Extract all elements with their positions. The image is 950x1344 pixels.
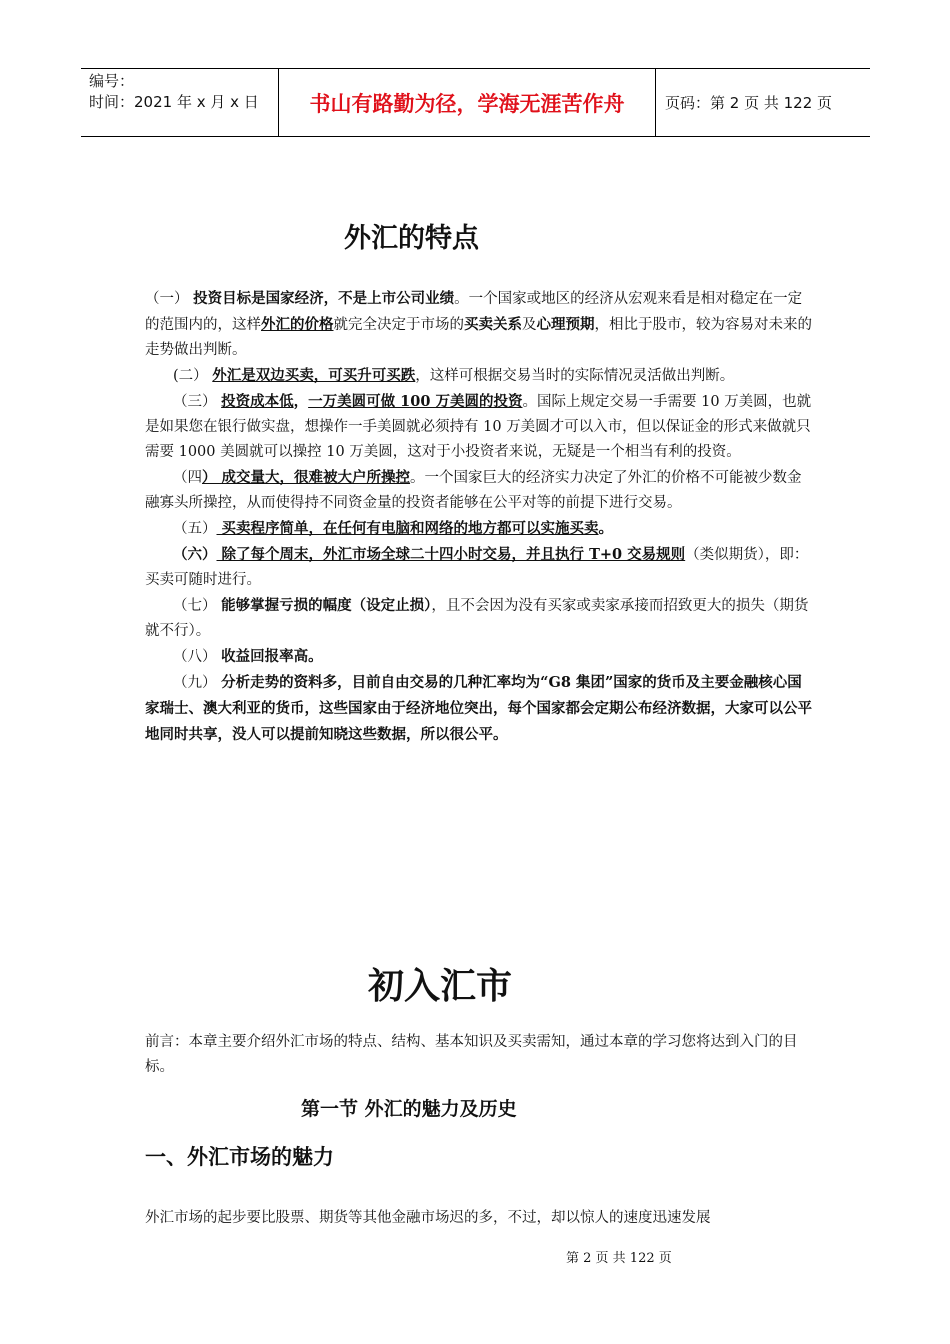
- point-heading: 投资目标是国家经济，不是上市公司业绩: [193, 290, 455, 307]
- point-number: （三）: [173, 394, 217, 410]
- point-number: （五）: [173, 521, 217, 537]
- point-text: ，相比于股市，较为容易对未来的走势做出判断。: [145, 317, 812, 358]
- point-6: [145, 542, 813, 593]
- point-9: [145, 670, 813, 748]
- point-5: [145, 516, 813, 542]
- point-4: [145, 465, 813, 516]
- point-text: 。一个国家巨大的经济实力决定了外汇的价格不可能被少数金融寡头所操控，从而使得持不同资金量的投资者能够在公平对等的前提下进行交易。: [145, 470, 802, 511]
- point-number: （九）: [173, 675, 217, 691]
- number-label: 编号：: [89, 72, 135, 90]
- page-footer: 第 2 页 共 122 页: [566, 1251, 672, 1266]
- point-heading: 买卖程序简单，在任何有电脑和网络的地方都可以实施买卖: [216, 520, 599, 537]
- section-title: 第一节 外汇的魅力及历史: [301, 1098, 517, 1120]
- point-number: （四: [173, 470, 202, 486]
- point-text: 及: [522, 317, 537, 333]
- point-heading: 投资成本低: [221, 393, 294, 410]
- point-number: （八）: [173, 649, 217, 665]
- point-number: (二）: [173, 368, 208, 384]
- doc-title: 外汇的特点: [344, 223, 479, 254]
- point-heading: 外汇是双边买卖，可买升可买跌: [212, 367, 416, 384]
- features-list: [145, 286, 813, 748]
- header-page-info: 页码：第 2 页 共 122 页: [665, 94, 833, 112]
- point-7: [145, 593, 813, 644]
- point-text: 。一个国家或地区的经济从宏观来看是相对稳定在一定的范围内的，这样: [145, 291, 803, 333]
- point-2: [145, 363, 813, 389]
- point-text: ，这样可根据交易当时的实际情况灵活做出判断。: [415, 368, 735, 384]
- point-3: [145, 389, 813, 465]
- point-heading: 分析走势的资料多，目前自由交易的几种汇率均为“G8 集团”国家的货币及主要金融核心国家瑞士、澳大利亚的货币，这些国家由于经济地位突出，每个国家都会定期公布经济数据，大家可以公平地同时共享，没人可以提前知晓这些数据，所以很公平。: [145, 674, 812, 743]
- date-label: 时间：2021 年 x 月 x 日: [89, 93, 259, 111]
- header-meta: [81, 69, 279, 136]
- subsection-title: 一、外汇市场的魅力: [145, 1144, 334, 1169]
- point-emphasis: 外汇的价格: [261, 316, 334, 333]
- preface: 前言：本章主要介绍外汇市场的特点、结构、基本知识及买卖需知，通过本章的学习您将达到入门的目标。: [145, 1034, 798, 1075]
- point-heading: ） 成交量大，很难被大户所操控: [202, 469, 411, 486]
- point-text: 。国际上规定交易一手需要 10 万美圆，也就是如果您在银行做实盘，想操作一手美圆就必须持有 10 万美圆才可以入市，但以保证金的形式来做就只需要 1000 美圆就可以操控 10 万美圆，这对于小投资者来说，无疑是一个相当有利的投资。: [145, 394, 812, 460]
- body-paragraph: 外汇市场的起步要比股票、期货等其他金融市场迟的多，不过，却以惊人的速度迅速发展: [145, 1210, 711, 1226]
- header-motto: 书山有路勤为径，学海无涯苦作舟: [279, 69, 656, 136]
- point-emphasis: 买卖关系: [464, 316, 522, 333]
- point-heading: 一万美圆可做 100 万美圆的投资: [308, 393, 523, 410]
- point-text: ，且不会因为没有买家或卖家承接而招致更大的损失（期货就不行）。: [145, 598, 809, 639]
- point-text: （类似期货），即：买卖可随时进行。: [145, 547, 809, 588]
- point-number: （七）: [173, 598, 217, 614]
- point-1: [145, 286, 813, 363]
- page-header: [81, 68, 870, 137]
- point-number: （六）: [173, 546, 217, 563]
- point-heading: 收益回报率高。: [221, 648, 323, 665]
- point-separator: ，: [293, 393, 309, 410]
- point-number: （一）: [145, 291, 189, 307]
- point-emphasis: 心理预期: [536, 316, 595, 333]
- point-text: 就完全决定于市场的: [333, 317, 464, 333]
- point-heading: 除了每个周末，外汇市场全球二十四小时交易，并且执行 T+0 交易规则: [216, 546, 686, 563]
- point-heading: 能够掌握亏损的幅度（设定止损）: [221, 597, 432, 614]
- point-8: [145, 644, 813, 670]
- chapter-title: 初入汇市: [368, 966, 513, 1007]
- point-text: 。: [598, 520, 614, 537]
